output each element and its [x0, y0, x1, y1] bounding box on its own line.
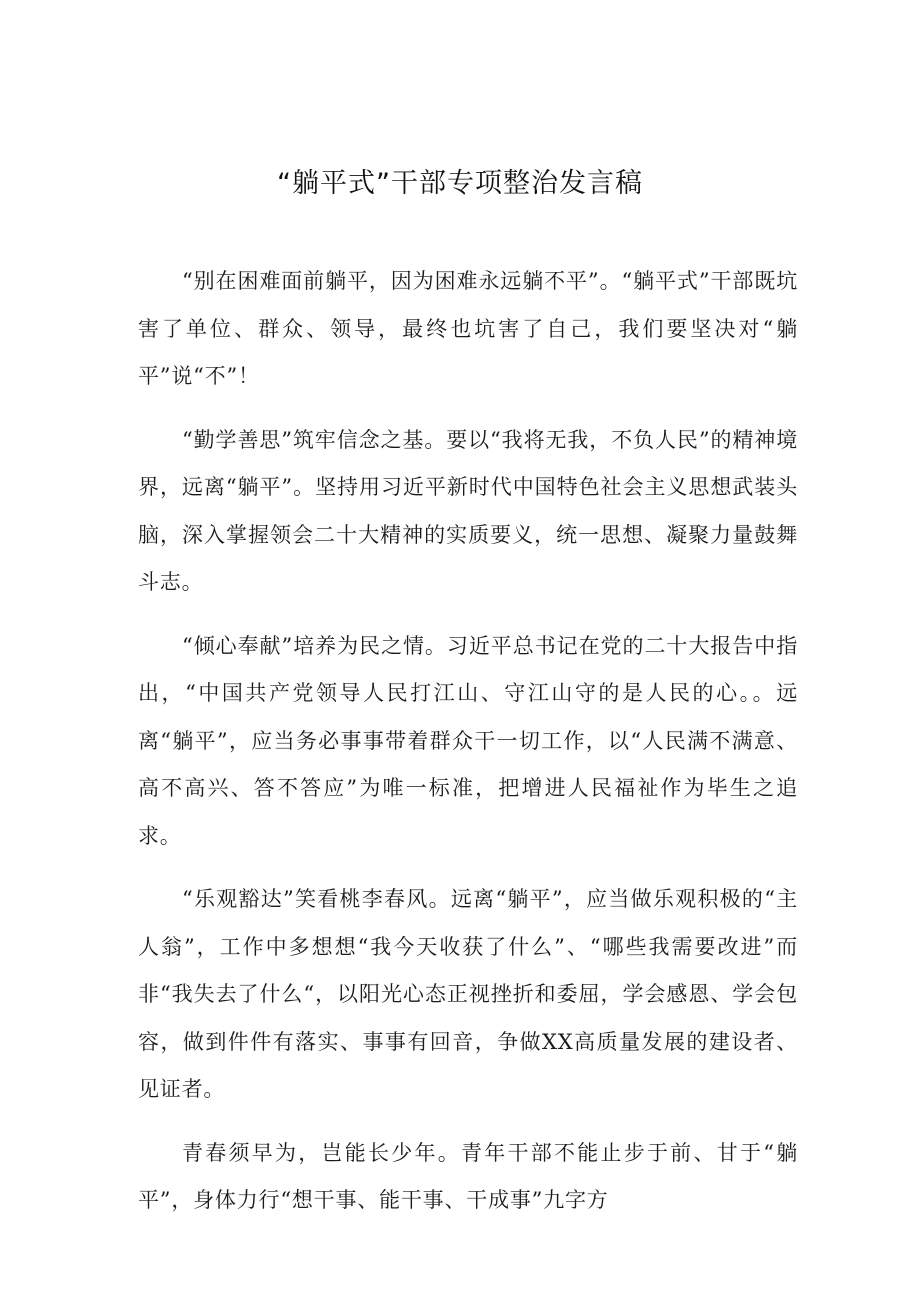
paragraph-dedication: “倾心奉献”培养为民之情。习近平总书记在党的二十大报告中指出，“中国共产党领导人民打江山、守江山守的是人民的心。。远离“躺平”，应当务必事事带着群众干一切工作，以“人民满不满意、高不高兴、答不答应”为唯一标准，把增进人民福祉作为毕生之追求。	[138, 633, 798, 848]
paragraph-study: “勤学善思”筑牢信念之基。要以“我将无我，不负人民”的精神境界，远离“躺平”。坚持用习近平新时代中国特色社会主义思想武装头脑，深入掌握领会二十大精神的实质要义，统一思想、凝聚力量鼓舞斗志。	[138, 427, 798, 594]
paragraph-youth: 青春须早为，岂能长少年。青年干部不能止步于前、甘于“躺平”，身体力行“想干事、能干事、干成事”九字方	[138, 1140, 798, 1212]
paragraph-intro: “别在困难面前躺平，因为困难永远躺不平”。“躺平式”干部既坑害了单位、群众、领导，最终也坑害了自己，我们要坚决对“躺平”说“不”！	[138, 269, 798, 388]
document-title: “躺平式”干部专项整治发言稿	[277, 168, 643, 199]
paragraph-optimism: “乐观豁达”笑看桃李春风。远离“躺平”，应当做乐观积极的“主人翁”，工作中多想想“我今天收获了什么”、“哪些我需要改进”而非“我失去了什么“，以阳光心态正视挫折和委屈，学会感恩、学会包容，做到件件有落实、事事有回音，争做XX高质量发展的建设者、见证者。	[138, 887, 798, 1101]
document-body	[138, 258, 798, 1241]
